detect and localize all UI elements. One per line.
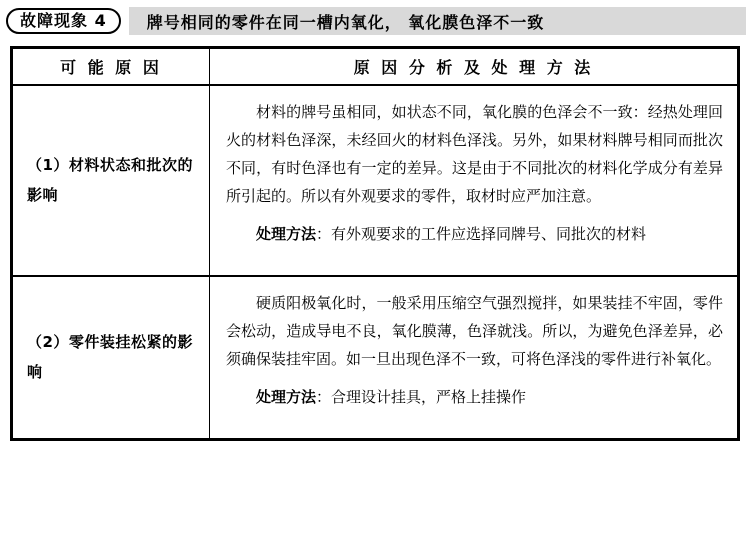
analysis-paragraph: 材料的牌号虽相同，如状态不同，氧化膜的色泽会不一致：经热处理回火的材料色泽深，未经回火的材料色泽浅。另外，如果材料牌号相同而批次不同，有时色泽也有一定的差异。这是由于不同批次的材料化学成分有差异所引起的。所以有外观要求的零件，取材时应严加注意。 [226, 102, 723, 205]
method-paragraph [226, 220, 723, 248]
column-header-analysis: 原 因 分 析 及 处 理 方 法 [210, 49, 738, 85]
method-label: 处理方法 [256, 387, 317, 406]
cause-cell: （1）材料状态和批次的影响 [13, 85, 210, 276]
table-row [13, 276, 738, 439]
fault-tag-label: 故障现象 4 [20, 11, 107, 30]
fault-header [6, 6, 746, 36]
fault-table [10, 46, 740, 441]
fault-tag [6, 8, 121, 34]
table-header-row [13, 49, 738, 85]
analysis-cell [210, 85, 738, 276]
analysis-paragraph: 硬质阳极氧化时，一般采用压缩空气强烈搅拌，如果装挂不牢固，零件会松动，造成导电不良，氧化膜薄，色泽就浅。所以，为避免色泽差异，必须确保装挂牢固。如一旦出现色泽不一致，可将色泽浅的零件进行补氧化。 [226, 293, 723, 368]
method-paragraph [226, 383, 723, 411]
table-row [13, 85, 738, 276]
method-text: ：有外观要求的工件应选择同牌号、同批次的材料 [316, 224, 647, 243]
cause-cell: （2）零件装挂松紧的影响 [13, 276, 210, 439]
fault-title-bar [129, 7, 746, 35]
analysis-cell [210, 276, 738, 439]
column-header-cause: 可 能 原 因 [13, 49, 210, 85]
method-text: ：合理设计挂具，严格上挂操作 [316, 387, 527, 406]
fault-title: 牌号相同的零件在同一槽内氧化， 氧化膜色泽不一致 [146, 12, 545, 32]
method-label: 处理方法 [256, 224, 317, 243]
